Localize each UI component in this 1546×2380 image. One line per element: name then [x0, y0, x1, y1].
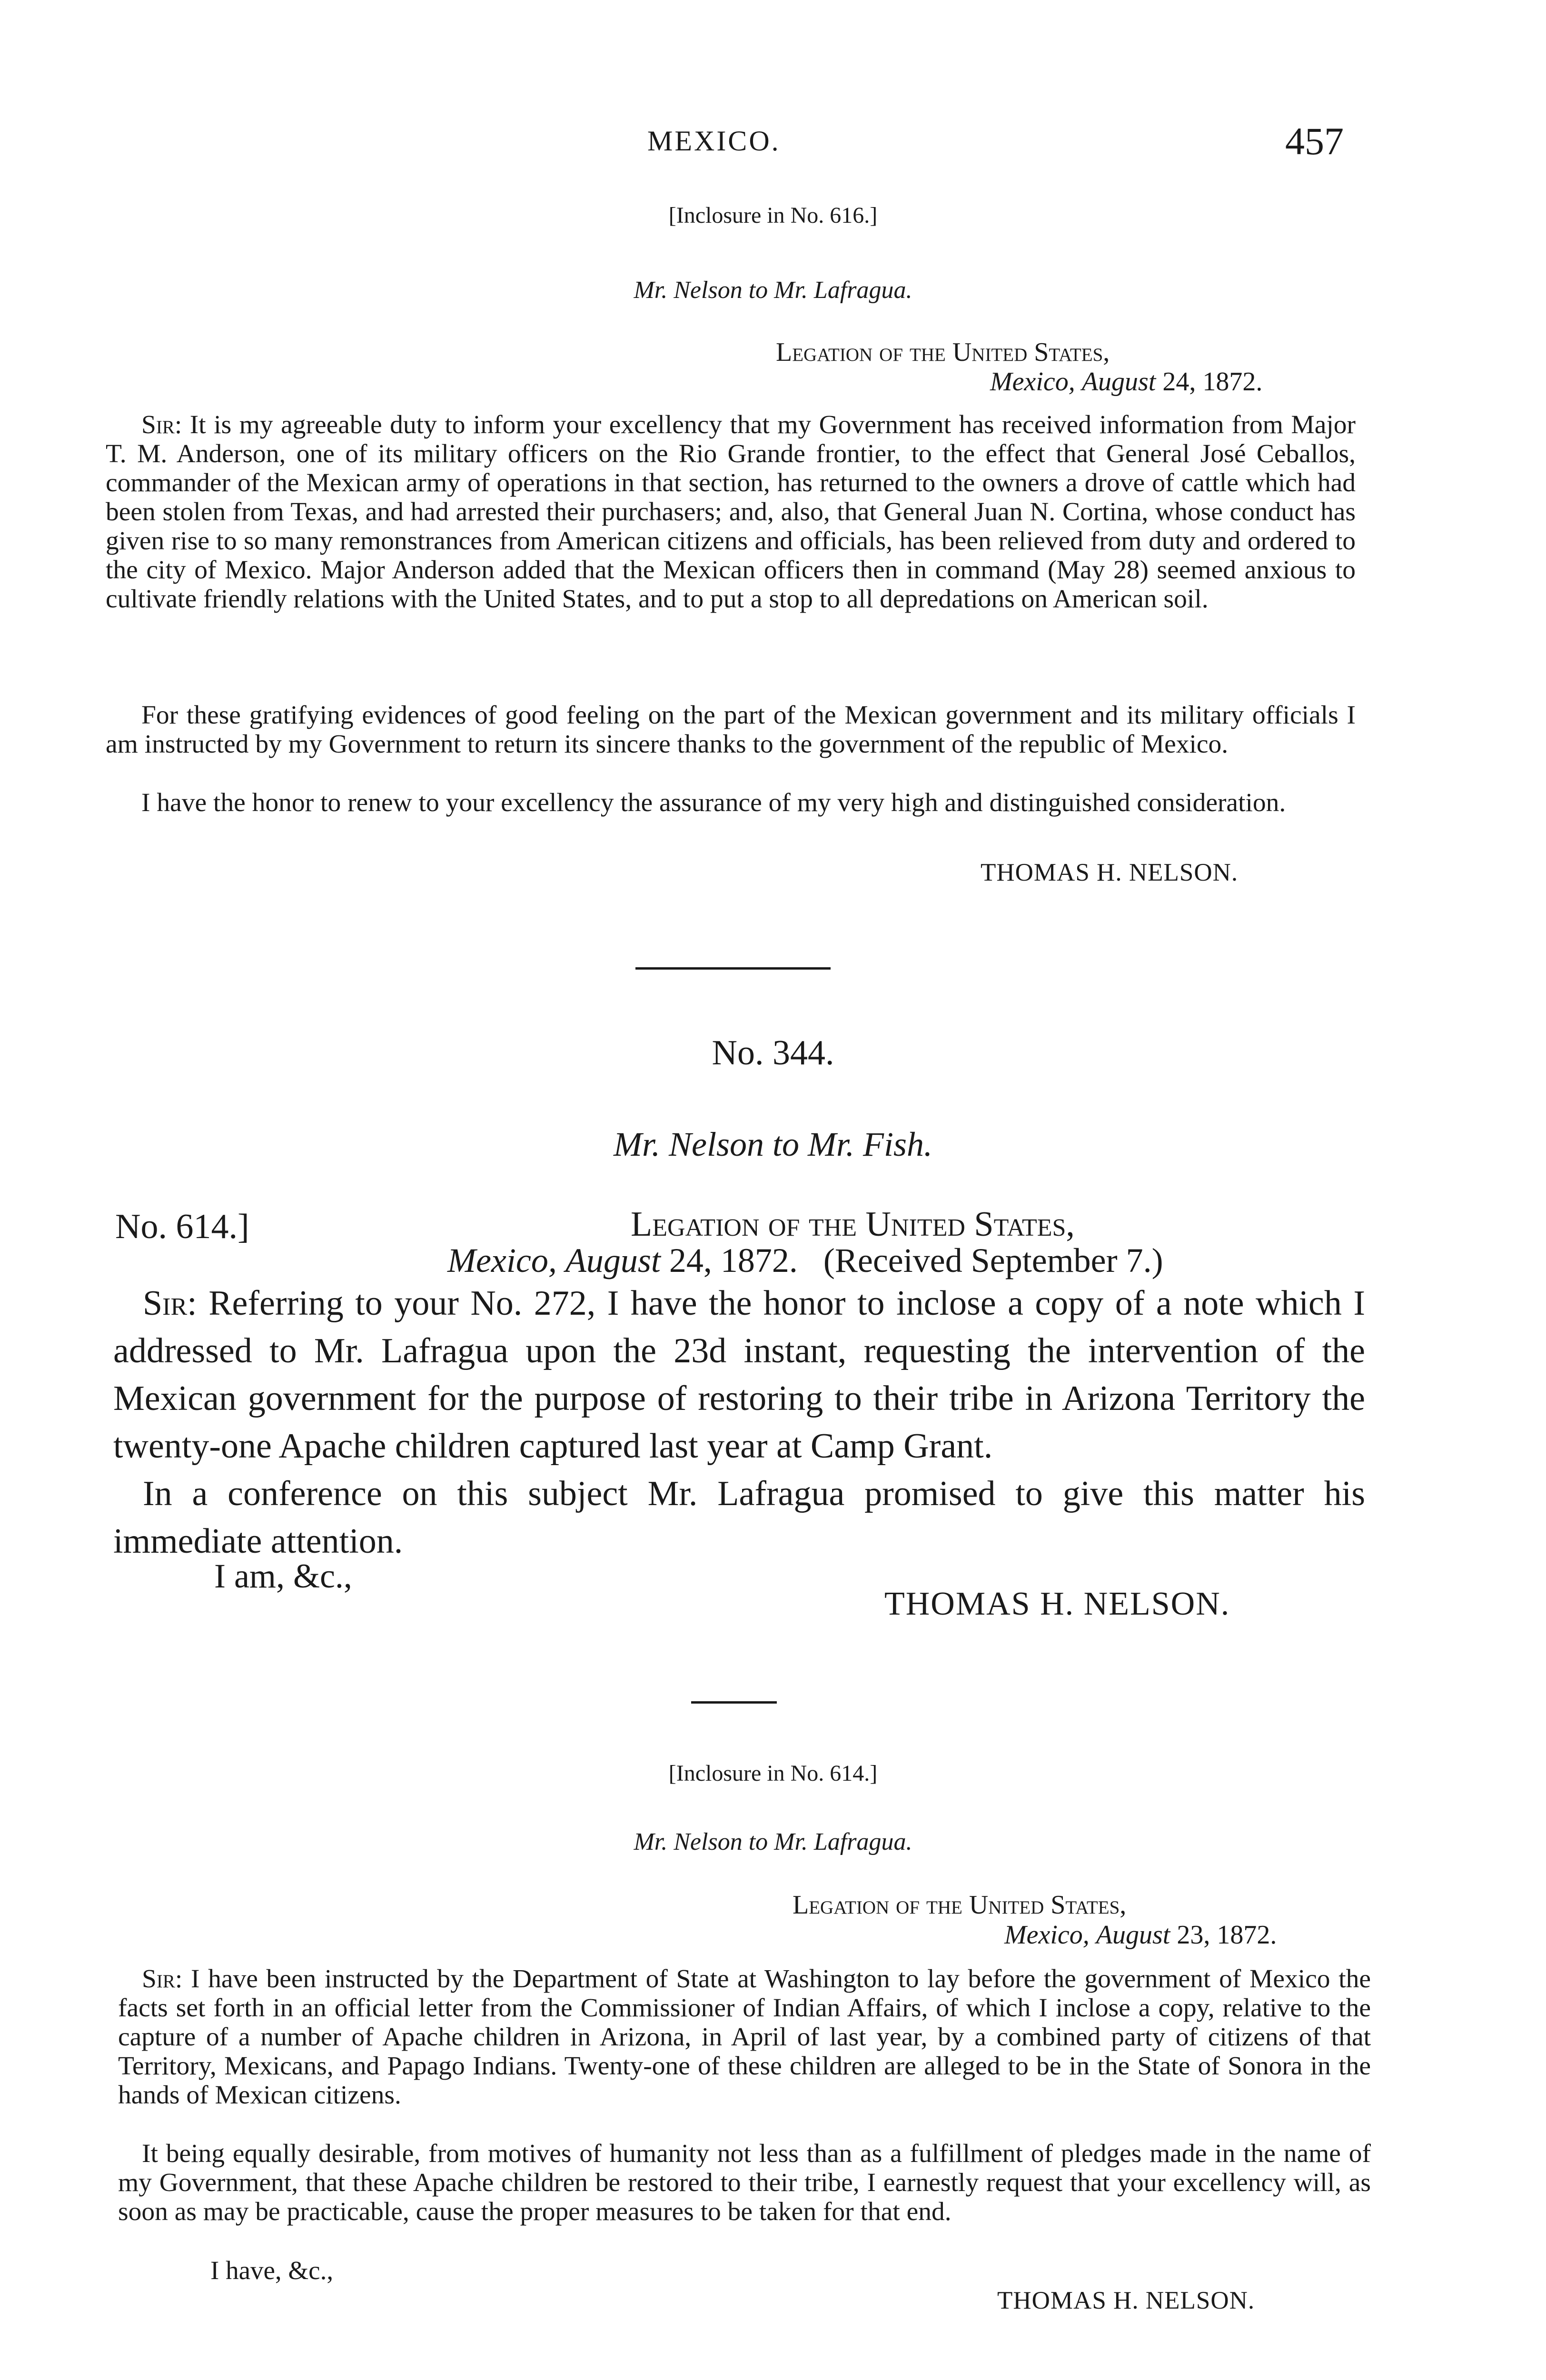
signature: THOMAS H. NELSON.	[997, 2287, 1255, 2314]
body-paragraph: I have the honor to renew to your excellency the assurance of my very high and distinguished consideration.	[141, 788, 1286, 817]
paragraph-text: It is my agreeable duty to inform your excellency that my Government has received information from Major T. M. Anderson, one of its military officers on the Rio Grande frontier, to the effect that General José Ceballos, commander of the Mexican army of operations in that section, has returned to the owners a drove of cattle which had been stolen from Texas, and had arrested their purchasers; and, also, that General Juan N. Cortina, whose conduct has given rise to so many remonstrances from American citizens and officials, has been relieved from duty and ordered to the city of Mexico. Major Anderson added that the Mexican officers then in command (May 28) seemed anxious to cultivate friendly relations with the United States, and to put a stop to all depredations on American soil.	[106, 410, 1356, 614]
dateline-month: August	[1081, 367, 1156, 397]
body-paragraph	[106, 410, 1356, 614]
document-number: No. 344.	[712, 1033, 834, 1072]
paragraph-text: I have been instructed by the Department of State at Washington to lay before the government of Mexico the facts set forth in an official letter from the Commissioner of Indian Affairs, of which I inclose a copy, relative to the capture of a number of Apache children in Arizona, in April of last year, by a combined party of citizens of that Territory, Mexicans, and Papago Indians. Twenty-one of these children are alleged to be in the State of Sonora in the hands of Mexican citizens.	[118, 1964, 1371, 2110]
paragraph-text: Referring to your No. 272, I have the honor to inclose a copy of a note which I addressed to Mr. Lafragua upon the 23d instant, requesting the intervention of the Mexican government for the purpose of restoring to their tribe in Arizona Territory the twenty-one Apache children captured last year at Camp Grant.	[113, 1284, 1366, 1466]
received-note: (Received September 7.)	[823, 1241, 1163, 1279]
body-paragraph	[118, 1964, 1371, 2110]
dispatch-reference: No. 614.]	[115, 1207, 249, 1246]
dateline-day-year: 24, 1872.	[669, 1241, 798, 1279]
dateline-month: August	[1096, 1920, 1170, 1950]
closing: I have, &c.,	[210, 2256, 334, 2285]
letter-heading: Mr. Nelson to Mr. Lafragua.	[634, 1828, 912, 1855]
section-rule	[691, 1701, 777, 1704]
body-paragraph: It being equally desirable, from motives of humanity not less than as a fulfillment of pledges made in the name of my Government, that these Apache children be restored to their tribe, I earnestly request that your excellency will, as soon as may be practicable, cause the proper measures to be taken for that end.	[118, 2139, 1371, 2226]
letter-heading: Mr. Nelson to Mr. Lafragua.	[634, 277, 912, 304]
body-paragraph	[113, 1279, 1365, 1470]
salutation: Sir:	[141, 410, 182, 439]
dateline	[447, 1241, 1163, 1280]
legation-line: Legation of the United States,	[776, 337, 1110, 367]
legation-line: Legation of the United States,	[631, 1205, 1075, 1244]
dateline-place: Mexico,	[1004, 1920, 1090, 1950]
dateline-place: Mexico,	[447, 1241, 557, 1279]
dateline-place: Mexico,	[990, 367, 1075, 397]
signature: THOMAS H. NELSON.	[981, 859, 1239, 886]
closing: I am, &c.,	[214, 1557, 352, 1595]
running-title: MEXICO.	[647, 125, 781, 157]
salutation: Sir:	[142, 1964, 183, 1993]
letter-heading: Mr. Nelson to Mr. Fish.	[613, 1125, 933, 1163]
signature: THOMAS H. NELSON.	[884, 1586, 1230, 1622]
inclosure-note: [Inclosure in No. 614.]	[668, 1761, 878, 1786]
dateline	[990, 367, 1262, 397]
dateline-day-year: 23, 1872.	[1177, 1920, 1277, 1950]
dateline-month: August	[565, 1241, 661, 1279]
dateline	[1004, 1920, 1277, 1950]
inclosure-note: [Inclosure in No. 616.]	[668, 203, 878, 228]
salutation: Sir:	[143, 1284, 197, 1323]
legation-line: Legation of the United States,	[793, 1890, 1127, 1920]
body-paragraph: In a conference on this subject Mr. Lafragua promised to give this matter his immediate attention.	[113, 1474, 1365, 1561]
running-head	[0, 119, 1546, 163]
dateline-day-year: 24, 1872.	[1162, 367, 1263, 397]
body-paragraph: For these gratifying evidences of good feeling on the part of the Mexican government and its military officials I am instructed by my Government to return its sincere thanks to the government of the republic of Mexico.	[106, 701, 1356, 759]
section-rule	[635, 967, 831, 970]
page-number: 457	[1285, 119, 1344, 163]
